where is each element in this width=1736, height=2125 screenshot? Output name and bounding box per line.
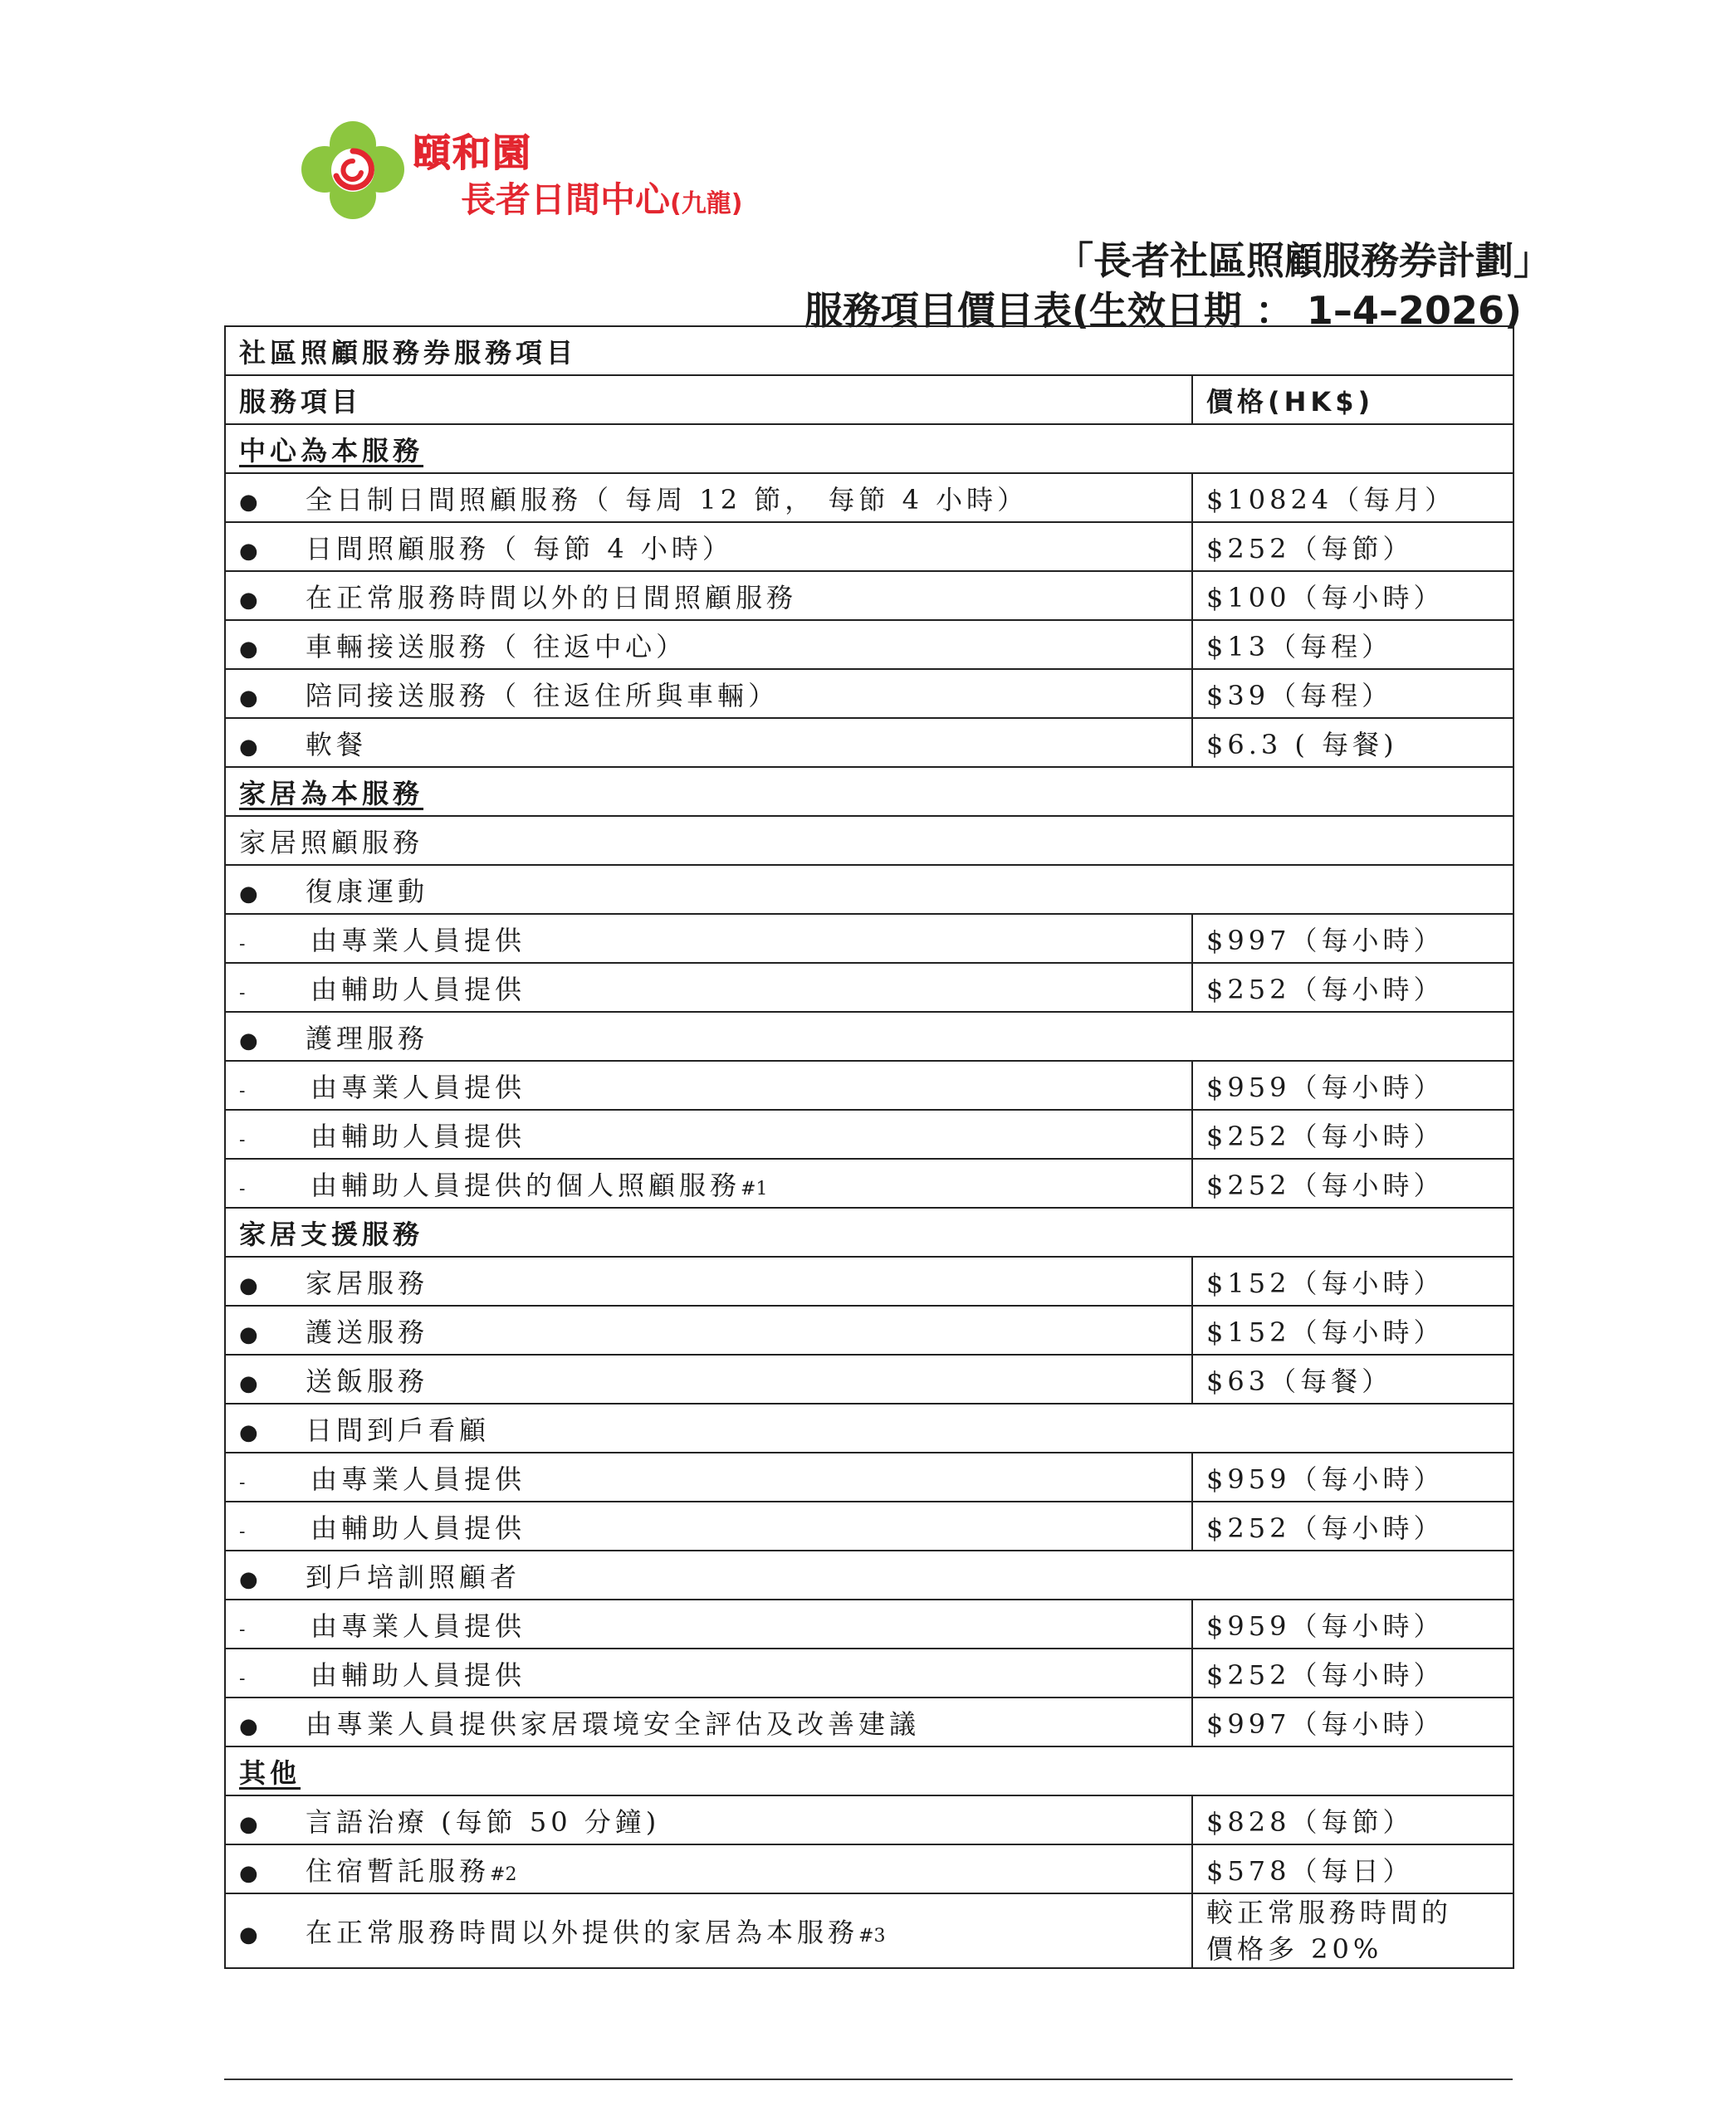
service-item-label: 全日制日間照顧服務（ 每周 12 節， 每節 4 小時） (306, 483, 1029, 515)
group-label: 日間到戶看顧 (306, 1414, 491, 1446)
dash-marker: - (239, 933, 246, 955)
table-row (225, 1844, 1513, 1893)
service-price: $578（每日） (1192, 1844, 1513, 1893)
service-item-cell (225, 718, 1192, 767)
table-row (225, 620, 1513, 669)
service-price: $63（每餐） (1192, 1355, 1513, 1404)
bullet-marker: ● (239, 734, 258, 760)
section-heading: 中心為本服務 (239, 434, 424, 467)
footnote-marker: #3 (858, 1926, 886, 1947)
service-price: $252（每小時） (1192, 1110, 1513, 1159)
service-price-cell (1192, 1893, 1513, 1968)
table-row (225, 1698, 1513, 1746)
group-label-cell (225, 1012, 1513, 1061)
service-item-cell (225, 1257, 1192, 1306)
service-price: $997（每小時） (1192, 914, 1513, 963)
service-item-cell (225, 1355, 1192, 1404)
service-item-cell (225, 914, 1192, 963)
bullet-marker: ● (239, 1028, 258, 1053)
table-row (225, 424, 1513, 473)
service-item-cell (225, 1159, 1192, 1208)
bullet-marker: ● (239, 1370, 258, 1396)
service-price: $152（每小時） (1192, 1257, 1513, 1306)
service-item-label: 陪同接送服務（ 往返住所與車輛） (306, 679, 780, 711)
table-row (225, 767, 1513, 816)
table-row (225, 1404, 1513, 1453)
table-row (225, 1208, 1513, 1257)
bullet-marker: ● (239, 1811, 258, 1837)
table-row (225, 1355, 1513, 1404)
service-price-line2: 價格多 20% (1206, 1933, 1383, 1965)
section-heading: 家居為本服務 (239, 777, 424, 809)
service-item-label: 在正常服務時間以外提供的家居為本服務 (306, 1917, 859, 1948)
clover-logo-icon (295, 116, 411, 224)
service-item-label: 由輔助人員提供 (311, 1658, 526, 1691)
category-label: 家居照顧服務 (225, 816, 1513, 865)
service-item-label: 家居服務 (306, 1267, 429, 1299)
service-price: $13（每程） (1192, 620, 1513, 669)
service-item-cell (225, 473, 1192, 522)
table-row (225, 1746, 1513, 1795)
service-item-cell (225, 571, 1192, 620)
section-heading-cell (225, 424, 1513, 473)
service-price: $10824（每月） (1192, 473, 1513, 522)
service-item-cell (225, 1502, 1192, 1551)
footnote-marker: #1 (741, 1178, 768, 1199)
service-price: $828（每節） (1192, 1795, 1513, 1844)
service-item-label: 由輔助人員提供的個人照顧服務 (311, 1169, 741, 1201)
bullet-marker: ● (239, 489, 258, 515)
service-item-cell (225, 1061, 1192, 1110)
service-item-label: 言語治療 (每節 50 分鐘) (306, 1805, 661, 1838)
service-item-cell (225, 1600, 1192, 1649)
service-item-cell (225, 522, 1192, 571)
service-price: $252（每節） (1192, 522, 1513, 571)
logo-name-line2-main: 長者日間中心 (461, 179, 671, 220)
service-price: $959（每小時） (1192, 1453, 1513, 1502)
group-label: 到戶培訓照顧者 (306, 1561, 521, 1593)
bullet-marker: ● (239, 636, 258, 662)
service-price: $252（每小時） (1192, 1502, 1513, 1551)
dash-marker: - (239, 982, 246, 1004)
table-caption-row (225, 326, 1513, 375)
dash-marker: - (239, 1521, 246, 1542)
table-row (225, 1649, 1513, 1698)
group-label: 復康運動 (306, 875, 429, 907)
service-price-line1: 較正常服務時間的 (1206, 1897, 1453, 1928)
bullet-marker: ● (239, 1321, 258, 1347)
service-item-cell (225, 669, 1192, 718)
dash-marker: - (239, 1129, 246, 1150)
logo-name-line1: 頤和園 (413, 130, 532, 175)
service-price: $6.3 ( 每餐) (1192, 718, 1513, 767)
dash-marker: - (239, 1178, 246, 1199)
table-row (225, 963, 1513, 1012)
bullet-marker: ● (239, 1273, 258, 1298)
price-table (224, 325, 1514, 1969)
table-row (225, 1893, 1513, 1968)
service-price: $252（每小時） (1192, 1159, 1513, 1208)
bullet-marker: ● (239, 587, 258, 613)
section-heading-cell (225, 1208, 1513, 1257)
bullet-marker: ● (239, 685, 258, 711)
service-item-label: 送飯服務 (306, 1365, 429, 1397)
table-row (225, 1061, 1513, 1110)
table-row (225, 571, 1513, 620)
group-label-cell (225, 1404, 1513, 1453)
table-header-row (225, 375, 1513, 424)
service-item-cell (225, 1698, 1192, 1746)
table-row (225, 1110, 1513, 1159)
table-row (225, 522, 1513, 571)
table-row (225, 816, 1513, 865)
table-row (225, 1502, 1513, 1551)
table-row (225, 669, 1513, 718)
bullet-marker: ● (239, 1566, 258, 1592)
bullet-marker: ● (239, 881, 258, 906)
table-row (225, 914, 1513, 963)
table-row (225, 1551, 1513, 1600)
price-list-title: 服務項目價目表(生效日期 ： 1–4–2026) (804, 288, 1522, 333)
service-item-label: 由專業人員提供 (311, 924, 526, 956)
scheme-title: 「長者社區照顧服務券計劃」 (1055, 238, 1552, 283)
dash-marker: - (239, 1619, 246, 1640)
service-price: $997（每小時） (1192, 1698, 1513, 1746)
table-row (225, 1600, 1513, 1649)
service-price: $252（每小時） (1192, 963, 1513, 1012)
service-item-cell (225, 1649, 1192, 1698)
logo-name-line2-suffix: (九龍) (670, 189, 743, 218)
center-logo (295, 116, 826, 224)
service-item-cell (225, 1795, 1192, 1844)
section-heading-cell (225, 1746, 1513, 1795)
dash-marker: - (239, 1668, 246, 1689)
service-item-label: 由專業人員提供 (311, 1071, 526, 1103)
section-heading: 其他 (239, 1756, 301, 1789)
service-item-label: 在正常服務時間以外的日間照顧服務 (306, 581, 798, 613)
table-row (225, 865, 1513, 914)
logo-name-line2 (461, 173, 742, 222)
group-label: 護理服務 (306, 1022, 429, 1054)
table-row (225, 473, 1513, 522)
service-price: $100（每小時） (1192, 571, 1513, 620)
table-row (225, 718, 1513, 767)
service-item-cell (225, 1453, 1192, 1502)
table-row (225, 1159, 1513, 1208)
footer-divider (224, 2079, 1513, 2080)
header-price: 價格(HK$) (1192, 375, 1513, 424)
service-item-label: 由專業人員提供 (311, 1610, 526, 1642)
service-item-label: 由輔助人員提供 (311, 1512, 526, 1544)
service-item-cell (225, 1110, 1192, 1159)
service-item-label: 軟餐 (306, 728, 368, 760)
group-label-cell (225, 1551, 1513, 1600)
header-item: 服務項目 (225, 375, 1192, 424)
table-row (225, 1453, 1513, 1502)
service-item-label: 車輛接送服務（ 往返中心） (306, 630, 687, 662)
bullet-marker: ● (239, 1713, 258, 1739)
bullet-marker: ● (239, 1419, 258, 1445)
service-item-cell (225, 963, 1192, 1012)
table-row (225, 1257, 1513, 1306)
service-item-label: 由專業人員提供 (311, 1463, 526, 1495)
table-row (225, 1012, 1513, 1061)
dash-marker: - (239, 1080, 246, 1102)
section-heading: 家居支援服務 (239, 1218, 424, 1250)
service-item-cell (225, 620, 1192, 669)
bullet-marker: ● (239, 1860, 258, 1886)
service-item-cell (225, 1844, 1192, 1893)
service-price: $152（每小時） (1192, 1306, 1513, 1355)
section-heading-cell (225, 767, 1513, 816)
service-price: $959（每小時） (1192, 1600, 1513, 1649)
service-item-label: 由輔助人員提供 (311, 973, 526, 1005)
bullet-marker: ● (239, 1922, 258, 1947)
service-item-label: 住宿暫託服務 (306, 1854, 491, 1887)
service-item-label: 日間照顧服務（ 每節 4 小時） (306, 532, 733, 564)
group-label-cell (225, 865, 1513, 914)
service-price: $39（每程） (1192, 669, 1513, 718)
bullet-marker: ● (239, 538, 258, 564)
table-row (225, 1306, 1513, 1355)
footnote-marker: #2 (490, 1864, 517, 1885)
service-item-cell (225, 1893, 1192, 1968)
service-item-label: 由輔助人員提供 (311, 1120, 526, 1152)
service-item-cell (225, 1306, 1192, 1355)
service-item-label: 由專業人員提供家居環境安全評估及改善建議 (306, 1707, 921, 1740)
service-item-label: 護送服務 (306, 1316, 429, 1348)
dash-marker: - (239, 1472, 246, 1493)
table-row (225, 1795, 1513, 1844)
service-price: $252（每小時） (1192, 1649, 1513, 1698)
table-caption: 社區照顧服務券服務項目 (225, 326, 1513, 375)
service-price: $959（每小時） (1192, 1061, 1513, 1110)
